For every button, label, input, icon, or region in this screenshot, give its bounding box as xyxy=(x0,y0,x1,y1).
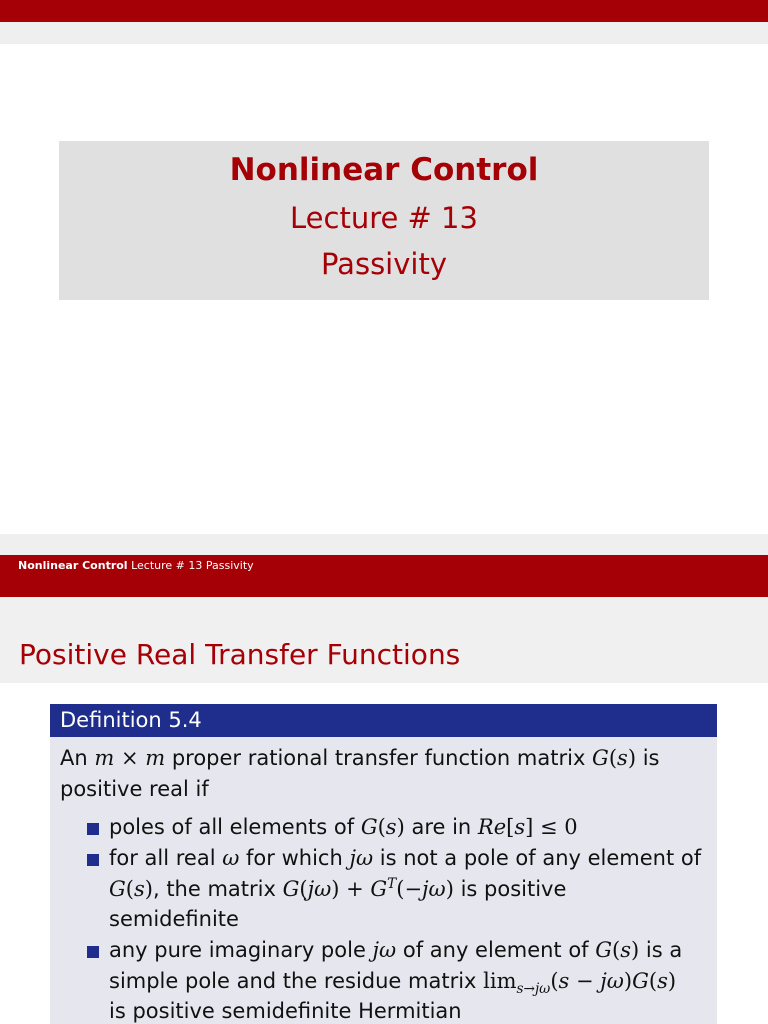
lecture-topic: Passivity xyxy=(321,247,447,281)
lecture-number: Lecture # 13 xyxy=(290,201,478,235)
bullet-square-icon xyxy=(87,946,99,958)
top-header-band xyxy=(0,22,768,44)
bullet-2-line-3: semidefinite xyxy=(109,907,239,931)
footer-text xyxy=(18,559,254,572)
bullet-3-line-1: any pure imaginary pole jω of any element of G(s) is a xyxy=(109,938,683,962)
bullet-2-line-2: G(s), the matrix $G(j\omega) + G^T(-j\omega)$ is positive xyxy=(109,876,567,901)
bullet-square-icon xyxy=(87,823,99,835)
bullet-1: poles of all elements of G(s) are in Re[s] ≤ 0 xyxy=(109,815,578,839)
bullet-3-line-2: simple pole and the residue matrix $\lim_{s\to j\omega}(s - j\omega)G(s)$ xyxy=(109,969,677,998)
slide-title: Nonlinear Control xyxy=(229,152,539,188)
frame-title: Positive Real Transfer Functions xyxy=(19,638,461,671)
footer-bar xyxy=(0,555,768,597)
bullet-square-icon xyxy=(87,854,99,866)
definition-heading: Definition 5.4 xyxy=(60,708,202,732)
footer-lecture: Lecture # 13 Passivity xyxy=(127,559,254,572)
definition-intro-line-1: An m × m proper rational transfer function matrix G(s) is xyxy=(60,746,660,770)
bullet-2-line-1: for all real ω for which jω is not a pole of any element of xyxy=(109,846,702,870)
top-header-bar xyxy=(0,0,768,22)
slide-bottom-band xyxy=(0,534,768,555)
definition-body xyxy=(50,737,717,1024)
title-box xyxy=(59,141,709,300)
definition-intro-line-2: positive real if xyxy=(60,777,209,801)
footer-course: Nonlinear Control xyxy=(18,559,128,572)
bullet-3-line-3: is positive semidefinite Hermitian xyxy=(109,999,462,1023)
definition-header xyxy=(50,704,717,737)
